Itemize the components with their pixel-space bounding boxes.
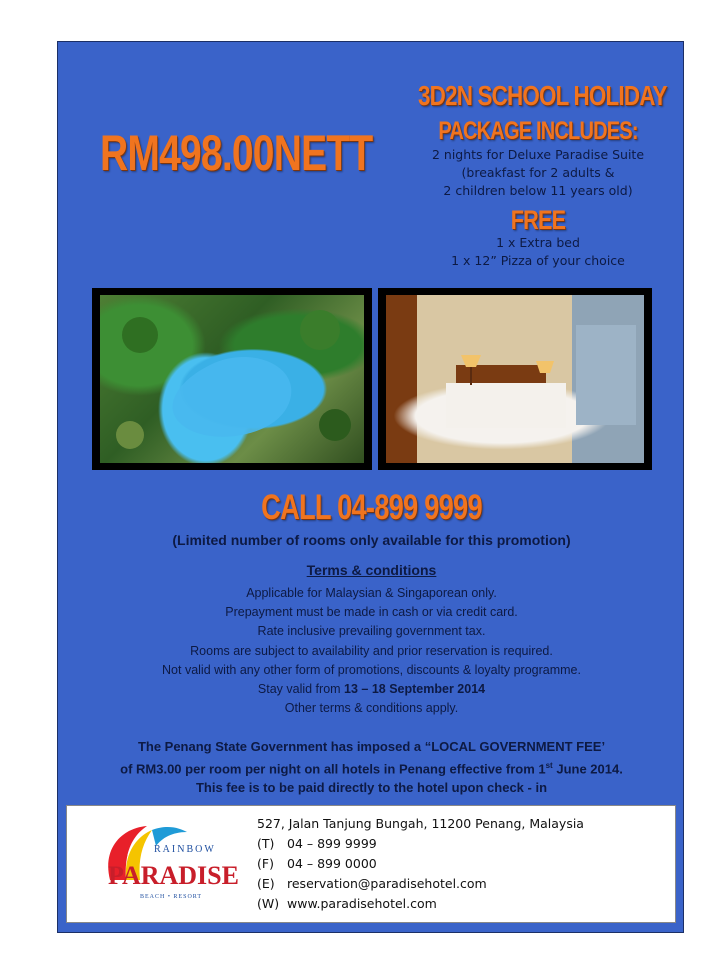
contact-phone xyxy=(257,834,584,854)
fee-line-2-end: June 2014. xyxy=(552,761,623,777)
email-link[interactable]: reservation@paradisehotel.com xyxy=(287,876,487,891)
free-title: FREE xyxy=(510,205,566,235)
pool-image xyxy=(100,295,364,463)
room-illustration xyxy=(386,295,644,463)
fax-value: 04 – 899 0000 xyxy=(287,856,377,871)
terms-line: Rooms are subject to availability and prior reservation is required. xyxy=(190,643,553,658)
website-link[interactable]: www.paradisehotel.com xyxy=(287,896,437,911)
terms-line: Not valid with any other form of promotions, discounts & loyalty programme. xyxy=(162,662,581,677)
fee-line-3: This fee is to be paid directly to the hotel upon check - in xyxy=(195,780,548,796)
call-text: CALL 04-899 9999 xyxy=(261,488,482,527)
rainbow-paradise-logo xyxy=(92,818,242,914)
terms-line: Applicable for Malaysian & Singaporean only. xyxy=(246,586,497,600)
fee-superscript: st xyxy=(545,761,553,770)
stay-prefix: Stay valid from xyxy=(257,682,345,697)
room-image xyxy=(386,295,644,463)
free-line: 1 x Extra bed xyxy=(496,235,580,250)
contact-key: (F) xyxy=(257,856,274,871)
logo-graphic xyxy=(92,818,242,914)
package-line: 2 nights for Deluxe Paradise Suite xyxy=(431,147,645,162)
terms-heading: Terms & conditions xyxy=(306,562,437,578)
stay-validity xyxy=(58,680,685,699)
package-line: (breakfast for 2 adults & xyxy=(461,165,615,180)
fee-line-2-text: of RM3.00 per room per night on all hotels in Penang effective from 1 xyxy=(120,761,546,777)
contact-website[interactable] xyxy=(257,894,584,914)
contact-key: (T) xyxy=(257,836,275,851)
contact-footer xyxy=(66,805,676,923)
fee-line-2 xyxy=(58,756,685,778)
logo-main-text: PARADISE xyxy=(108,861,239,890)
pool-illustration xyxy=(100,295,364,463)
government-fee-notice xyxy=(58,737,685,797)
contact-details xyxy=(257,814,584,914)
terms-line: Prepayment must be made in cash or via credit card. xyxy=(225,605,518,620)
fee-line-1: The Penang State Government has imposed a “LOCAL GOVERNMENT FEE’ xyxy=(137,739,606,754)
terms-list xyxy=(58,584,685,718)
package-subtitle: PACKAGE INCLUDES: xyxy=(438,117,638,145)
stay-dates: 13 – 18 September 2014 xyxy=(344,682,486,697)
call-number xyxy=(58,488,685,528)
phone-value: 04 – 899 9999 xyxy=(287,836,377,851)
package-line: 2 children below 11 years old) xyxy=(443,183,633,198)
logo-bottom-text: BEACH • RESORT xyxy=(140,894,203,900)
contact-key: (W) xyxy=(257,896,280,911)
contact-fax xyxy=(257,854,584,874)
limited-note: (Limited number of rooms only available for this promotion) xyxy=(172,532,571,548)
package-block xyxy=(388,80,688,270)
package-title: 3D2N SCHOOL HOLIDAY xyxy=(418,80,667,111)
contact-key: (E) xyxy=(257,876,275,891)
promo-flyer xyxy=(57,41,684,933)
terms-other: Other terms & conditions apply. xyxy=(284,701,459,716)
free-line: 1 x 12” Pizza of your choice xyxy=(451,253,625,268)
contact-email[interactable] xyxy=(257,874,584,894)
room-photo xyxy=(378,288,652,470)
pool-photo xyxy=(92,288,372,470)
terms-line: Rate inclusive prevailing government tax. xyxy=(257,624,486,639)
logo-top-text: RAINBOW xyxy=(154,844,216,855)
address: 527, Jalan Tanjung Bungah, 11200 Penang, Malaysia xyxy=(257,816,584,831)
price-headline: RM498.00NETT xyxy=(100,125,373,181)
